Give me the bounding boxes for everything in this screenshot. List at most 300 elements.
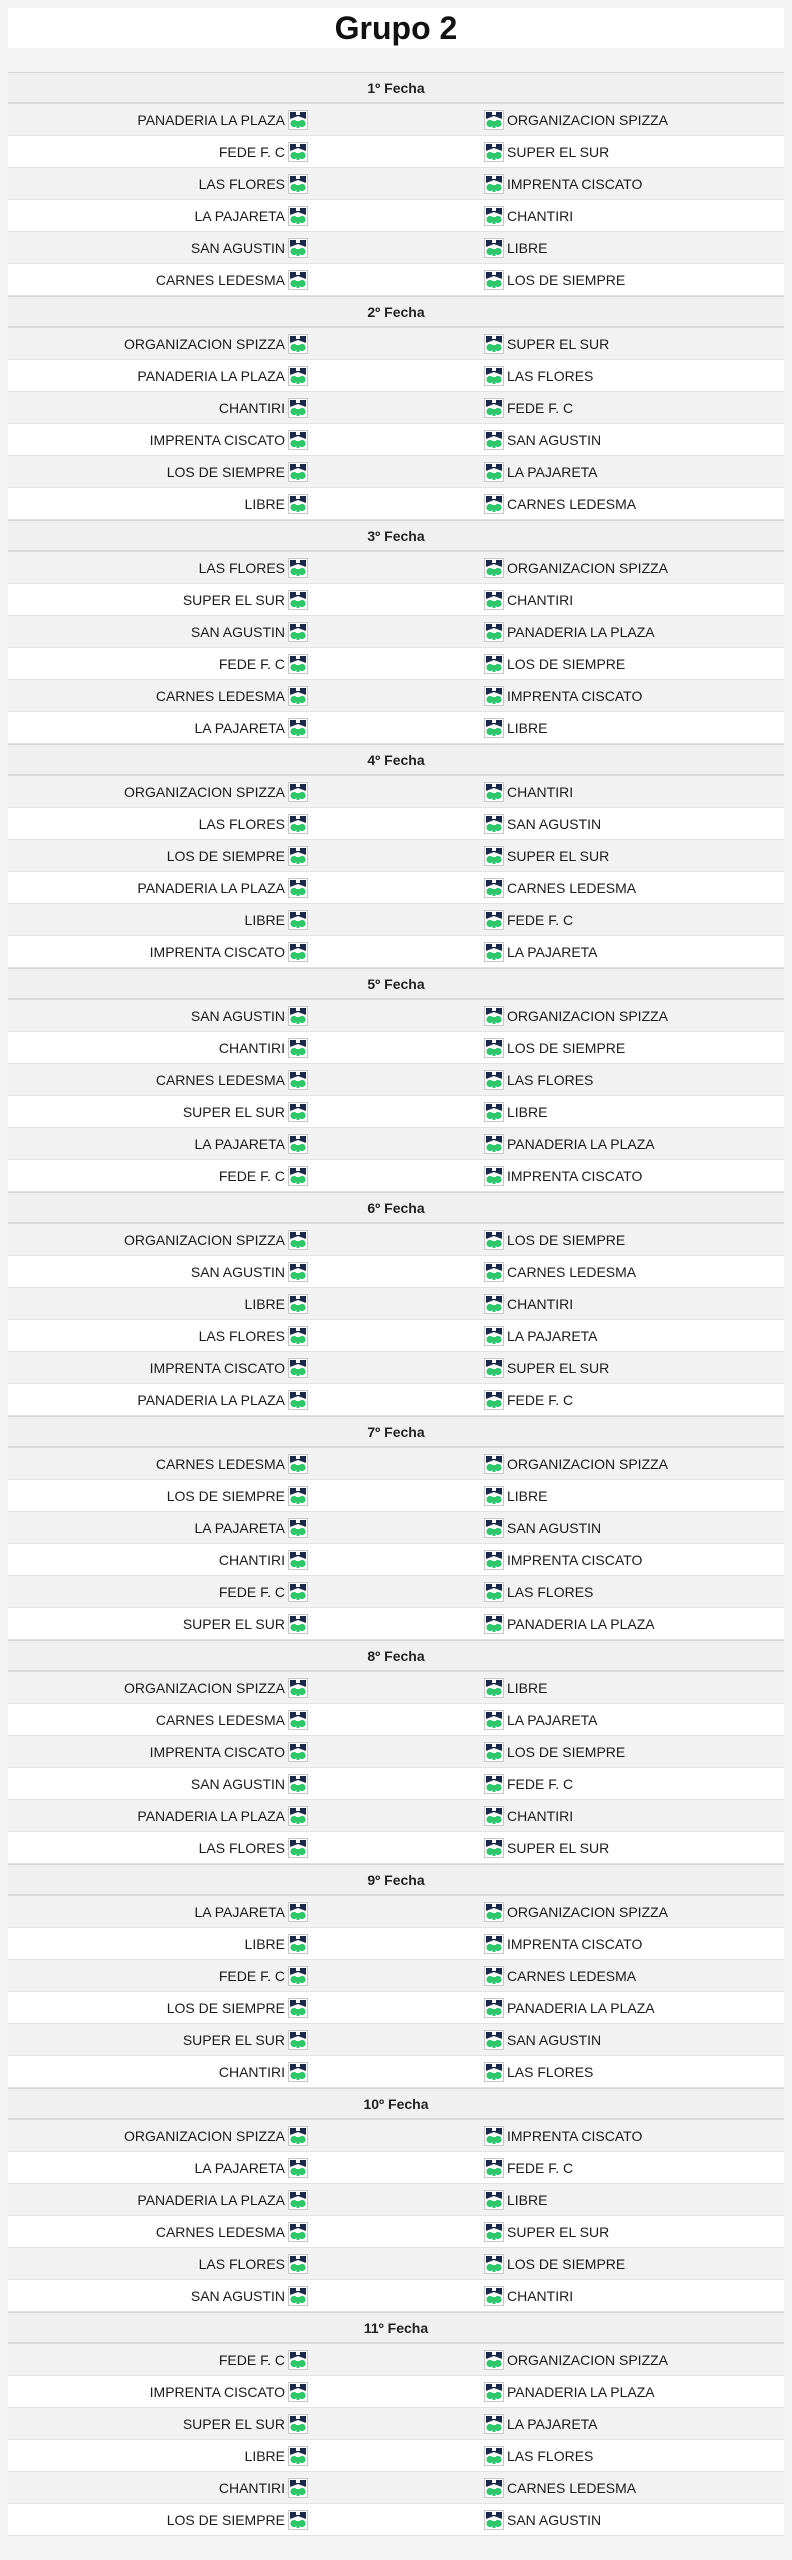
home-team-name: ORGANIZACION SPIZZA (123, 335, 285, 352)
fixture-list (8, 72, 784, 2536)
match-row (8, 808, 784, 840)
home-team-name: IMPRENTA CISCATO (149, 1359, 285, 1376)
team-crest-icon (288, 1038, 308, 1058)
match-row (8, 2440, 784, 2472)
match-row (8, 360, 784, 392)
home-team-name: CARNES LEDESMA (155, 271, 285, 288)
away-team (484, 430, 784, 450)
away-team (484, 1614, 784, 1634)
home-team (8, 1358, 308, 1378)
away-team-name: LAS FLORES (507, 2447, 594, 2464)
away-team (484, 2286, 784, 2306)
team-crest-icon (484, 2382, 504, 2402)
page-title: Grupo 2 (334, 9, 458, 46)
home-team-name: LOS DE SIEMPRE (166, 1999, 285, 2016)
away-team-name: SAN AGUSTIN (507, 1519, 602, 1536)
away-team-name: CHANTIRI (507, 2287, 574, 2304)
match-row (8, 2056, 784, 2088)
away-team-name: LOS DE SIEMPRE (507, 1231, 626, 1248)
away-team-name: CARNES LEDESMA (507, 495, 637, 512)
away-team (484, 270, 784, 290)
team-crest-icon (288, 2030, 308, 2050)
match-row (8, 2024, 784, 2056)
match-row (8, 1576, 784, 1608)
away-team-name: CARNES LEDESMA (507, 2479, 637, 2496)
team-crest-icon (288, 590, 308, 610)
away-team (484, 878, 784, 898)
match-row (8, 2472, 784, 2504)
team-crest-icon (288, 878, 308, 898)
team-crest-icon (484, 2350, 504, 2370)
away-team (484, 1070, 784, 1090)
match-row (8, 1512, 784, 1544)
home-team-name: PANADERIA LA PLAZA (137, 367, 285, 384)
away-team-name: CARNES LEDESMA (507, 1967, 637, 1984)
away-team-name: ORGANIZACION SPIZZA (507, 559, 669, 576)
match-row (8, 1704, 784, 1736)
match-row (8, 584, 784, 616)
team-crest-icon (288, 2254, 308, 2274)
home-team-name: CHANTIRI (218, 1039, 285, 1056)
away-team-name: LA PAJARETA (507, 943, 598, 960)
match-row (8, 2120, 784, 2152)
home-team (8, 206, 308, 226)
away-team-name: LIBRE (507, 1103, 548, 1120)
home-team-name: LAS FLORES (198, 2255, 285, 2272)
match-row (8, 1320, 784, 1352)
home-team-name: IMPRENTA CISCATO (149, 2383, 285, 2400)
home-team (8, 1326, 308, 1346)
away-team (484, 366, 784, 386)
home-team-name: FEDE F. C (218, 2351, 285, 2368)
match-row (8, 1832, 784, 1864)
away-team-name: IMPRENTA CISCATO (507, 687, 643, 704)
team-crest-icon (484, 1166, 504, 1186)
match-row (8, 136, 784, 168)
away-team-name: PANADERIA LA PLAZA (507, 623, 655, 640)
away-team (484, 2126, 784, 2146)
away-team (484, 686, 784, 706)
match-row (8, 2280, 784, 2312)
team-crest-icon (288, 1358, 308, 1378)
team-crest-icon (484, 878, 504, 898)
team-crest-icon (288, 1134, 308, 1154)
match-row (8, 2248, 784, 2280)
team-crest-icon (484, 1518, 504, 1538)
away-team (484, 2254, 784, 2274)
away-team (484, 1806, 784, 1826)
team-crest-icon (288, 1230, 308, 1250)
away-team-name: CHANTIRI (507, 1295, 574, 1312)
home-team (8, 1710, 308, 1730)
fecha-header: 8º Fecha (8, 1640, 784, 1672)
home-team-name: IMPRENTA CISCATO (149, 943, 285, 960)
team-crest-icon (288, 110, 308, 130)
team-crest-icon (288, 174, 308, 194)
home-team-name: CHANTIRI (218, 1551, 285, 1568)
away-team-name: LOS DE SIEMPRE (507, 1039, 626, 1056)
away-team (484, 1134, 784, 1154)
home-team (8, 1550, 308, 1570)
team-crest-icon (288, 1678, 308, 1698)
match-row (8, 616, 784, 648)
away-team (484, 1998, 784, 2018)
home-team (8, 270, 308, 290)
team-crest-icon (288, 654, 308, 674)
match-row (8, 2216, 784, 2248)
home-team-name: LAS FLORES (198, 175, 285, 192)
away-team (484, 590, 784, 610)
team-crest-icon (484, 1070, 504, 1090)
home-team-name: IMPRENTA CISCATO (149, 1743, 285, 1760)
away-team (484, 2414, 784, 2434)
away-team (484, 494, 784, 514)
team-crest-icon (288, 238, 308, 258)
home-team-name: LIBRE (244, 911, 285, 928)
home-team-name: IMPRENTA CISCATO (149, 431, 285, 448)
match-row (8, 1896, 784, 1928)
team-crest-icon (288, 1742, 308, 1762)
team-crest-icon (288, 622, 308, 642)
team-crest-icon (288, 1998, 308, 2018)
team-crest-icon (484, 1742, 504, 1762)
home-team-name: PANADERIA LA PLAZA (137, 1391, 285, 1408)
team-crest-icon (484, 142, 504, 162)
match-row (8, 488, 784, 520)
team-crest-icon (288, 1390, 308, 1410)
home-team (8, 1838, 308, 1858)
home-team (8, 654, 308, 674)
match-row (8, 1544, 784, 1576)
away-team (484, 2222, 784, 2242)
away-team-name: CHANTIRI (507, 591, 574, 608)
away-team-name: LIBRE (507, 1679, 548, 1696)
match-row (8, 1960, 784, 1992)
home-team-name: PANADERIA LA PLAZA (137, 1807, 285, 1824)
away-team-name: SUPER EL SUR (507, 1839, 610, 1856)
away-team-name: LIBRE (507, 1487, 548, 1504)
team-crest-icon (288, 1486, 308, 1506)
home-team-name: SAN AGUSTIN (190, 239, 285, 256)
home-team-name: ORGANIZACION SPIZZA (123, 2127, 285, 2144)
away-team (484, 2350, 784, 2370)
away-team-name: LIBRE (507, 239, 548, 256)
home-team-name: LA PAJARETA (194, 1903, 285, 1920)
home-team-name: ORGANIZACION SPIZZA (123, 1231, 285, 1248)
match-row (8, 1608, 784, 1640)
team-crest-icon (484, 1966, 504, 1986)
team-crest-icon (288, 1006, 308, 1026)
team-crest-icon (288, 1294, 308, 1314)
away-team (484, 1838, 784, 1858)
match-row (8, 648, 784, 680)
team-crest-icon (484, 270, 504, 290)
away-team-name: ORGANIZACION SPIZZA (507, 1455, 669, 1472)
home-team (8, 2190, 308, 2210)
team-crest-icon (288, 2222, 308, 2242)
away-team-name: SUPER EL SUR (507, 847, 610, 864)
away-team (484, 1006, 784, 1026)
home-team (8, 1486, 308, 1506)
team-crest-icon (484, 2062, 504, 2082)
home-team-name: LA PAJARETA (194, 207, 285, 224)
away-team (484, 2510, 784, 2530)
away-team (484, 1358, 784, 1378)
team-crest-icon (288, 846, 308, 866)
team-crest-icon (288, 206, 308, 226)
team-crest-icon (484, 398, 504, 418)
home-team-name: CHANTIRI (218, 399, 285, 416)
away-team-name: LAS FLORES (507, 367, 594, 384)
home-team (8, 1454, 308, 1474)
away-team (484, 1710, 784, 1730)
home-team (8, 558, 308, 578)
team-crest-icon (484, 558, 504, 578)
home-team (8, 878, 308, 898)
home-team-name: SAN AGUSTIN (190, 2287, 285, 2304)
team-crest-icon (288, 1262, 308, 1282)
home-team-name: LAS FLORES (198, 559, 285, 576)
home-team (8, 1070, 308, 1090)
team-crest-icon (484, 2446, 504, 2466)
home-team (8, 1966, 308, 1986)
match-row (8, 264, 784, 296)
away-team-name: FEDE F. C (507, 1391, 574, 1408)
team-crest-icon (288, 430, 308, 450)
away-team-name: LAS FLORES (507, 1071, 594, 1088)
home-team (8, 1230, 308, 1250)
team-crest-icon (484, 2286, 504, 2306)
home-team-name: LIBRE (244, 1935, 285, 1952)
team-crest-icon (288, 2126, 308, 2146)
match-row (8, 2152, 784, 2184)
team-crest-icon (288, 1774, 308, 1794)
home-team (8, 1038, 308, 1058)
team-crest-icon (484, 1678, 504, 1698)
away-team (484, 206, 784, 226)
away-team-name: LIBRE (507, 2191, 548, 2208)
home-team-name: CARNES LEDESMA (155, 1071, 285, 1088)
team-crest-icon (288, 462, 308, 482)
page-header (8, 8, 784, 48)
team-crest-icon (484, 782, 504, 802)
home-team-name: LAS FLORES (198, 815, 285, 832)
away-team-name: SAN AGUSTIN (507, 2031, 602, 2048)
home-team-name: LA PAJARETA (194, 1519, 285, 1536)
team-crest-icon (288, 2350, 308, 2370)
team-crest-icon (484, 1326, 504, 1346)
team-crest-icon (288, 2190, 308, 2210)
team-crest-icon (288, 1582, 308, 1602)
match-row (8, 2376, 784, 2408)
team-crest-icon (484, 2254, 504, 2274)
away-team-name: IMPRENTA CISCATO (507, 1551, 643, 1568)
fecha-header: 1º Fecha (8, 72, 784, 104)
match-row (8, 840, 784, 872)
home-team-name: LOS DE SIEMPRE (166, 847, 285, 864)
home-team (8, 1134, 308, 1154)
away-team-name: ORGANIZACION SPIZZA (507, 1903, 669, 1920)
home-team-name: SUPER EL SUR (182, 2031, 285, 2048)
fecha-header: 9º Fecha (8, 1864, 784, 1896)
home-team (8, 2286, 308, 2306)
away-team (484, 2190, 784, 2210)
team-crest-icon (484, 2510, 504, 2530)
home-team-name: SUPER EL SUR (182, 1615, 285, 1632)
home-team (8, 1742, 308, 1762)
team-crest-icon (484, 1550, 504, 1570)
home-team (8, 1262, 308, 1282)
home-team-name: FEDE F. C (218, 143, 285, 160)
home-team-name: LIBRE (244, 495, 285, 512)
match-row (8, 1224, 784, 1256)
away-team-name: LA PAJARETA (507, 1327, 598, 1344)
fecha-header: 2º Fecha (8, 296, 784, 328)
home-team (8, 462, 308, 482)
away-team (484, 1934, 784, 1954)
away-team (484, 654, 784, 674)
team-crest-icon (484, 2190, 504, 2210)
team-crest-icon (288, 2478, 308, 2498)
away-team (484, 1518, 784, 1538)
home-team-name: LOS DE SIEMPRE (166, 1487, 285, 1504)
away-team-name: SUPER EL SUR (507, 143, 610, 160)
team-crest-icon (288, 718, 308, 738)
home-team-name: SUPER EL SUR (182, 591, 285, 608)
home-team (8, 1774, 308, 1794)
match-row (8, 1256, 784, 1288)
team-crest-icon (484, 942, 504, 962)
home-team-name: SAN AGUSTIN (190, 1775, 285, 1792)
home-team (8, 1294, 308, 1314)
team-crest-icon (288, 1966, 308, 1986)
home-team (8, 2350, 308, 2370)
home-team-name: LAS FLORES (198, 1327, 285, 1344)
home-team (8, 910, 308, 930)
home-team-name: FEDE F. C (218, 1967, 285, 1984)
away-team (484, 2446, 784, 2466)
home-team-name: PANADERIA LA PLAZA (137, 111, 285, 128)
home-team (8, 942, 308, 962)
team-crest-icon (484, 1614, 504, 1634)
match-row (8, 1064, 784, 1096)
match-row (8, 1992, 784, 2024)
team-crest-icon (288, 270, 308, 290)
away-team (484, 942, 784, 962)
away-team (484, 2158, 784, 2178)
home-team-name: CHANTIRI (218, 2479, 285, 2496)
home-team (8, 2414, 308, 2434)
fecha-header: 5º Fecha (8, 968, 784, 1000)
match-row (8, 456, 784, 488)
away-team (484, 1486, 784, 1506)
team-crest-icon (288, 1614, 308, 1634)
team-crest-icon (484, 1006, 504, 1026)
match-row (8, 936, 784, 968)
away-team-name: ORGANIZACION SPIZZA (507, 1007, 669, 1024)
home-team (8, 142, 308, 162)
team-crest-icon (484, 1390, 504, 1410)
away-team (484, 1742, 784, 1762)
team-crest-icon (288, 1806, 308, 1826)
team-crest-icon (484, 1294, 504, 1314)
team-crest-icon (484, 1838, 504, 1858)
home-team-name: LIBRE (244, 2447, 285, 2464)
match-row (8, 552, 784, 584)
home-team-name: CARNES LEDESMA (155, 1455, 285, 1472)
away-team (484, 1166, 784, 1186)
away-team-name: LAS FLORES (507, 2063, 594, 2080)
match-row (8, 776, 784, 808)
home-team (8, 2062, 308, 2082)
away-team-name: CHANTIRI (507, 783, 574, 800)
away-team (484, 718, 784, 738)
team-crest-icon (288, 1934, 308, 1954)
home-team (8, 494, 308, 514)
home-team (8, 1614, 308, 1634)
home-team-name: SAN AGUSTIN (190, 1263, 285, 1280)
home-team (8, 334, 308, 354)
away-team-name: SAN AGUSTIN (507, 2511, 602, 2528)
home-team (8, 174, 308, 194)
home-team-name: PANADERIA LA PLAZA (137, 2191, 285, 2208)
match-row (8, 1672, 784, 1704)
team-crest-icon (484, 1582, 504, 1602)
home-team (8, 430, 308, 450)
home-team (8, 238, 308, 258)
fecha-header: 6º Fecha (8, 1192, 784, 1224)
away-team (484, 1102, 784, 1122)
team-crest-icon (484, 1710, 504, 1730)
home-team-name: SUPER EL SUR (182, 1103, 285, 1120)
team-crest-icon (484, 2030, 504, 2050)
away-team-name: LIBRE (507, 719, 548, 736)
match-row (8, 328, 784, 360)
match-row (8, 2408, 784, 2440)
team-crest-icon (288, 558, 308, 578)
home-team (8, 846, 308, 866)
match-row (8, 1352, 784, 1384)
fecha-header: 11º Fecha (8, 2312, 784, 2344)
home-team (8, 1582, 308, 1602)
away-team (484, 846, 784, 866)
home-team-name: CARNES LEDESMA (155, 1711, 285, 1728)
home-team-name: FEDE F. C (218, 655, 285, 672)
match-row (8, 1160, 784, 1192)
team-crest-icon (484, 462, 504, 482)
away-team-name: ORGANIZACION SPIZZA (507, 2351, 669, 2368)
match-row (8, 232, 784, 264)
home-team (8, 2254, 308, 2274)
match-row (8, 104, 784, 136)
match-row (8, 168, 784, 200)
away-team-name: FEDE F. C (507, 2159, 574, 2176)
match-row (8, 1800, 784, 1832)
team-crest-icon (288, 782, 308, 802)
team-crest-icon (484, 1038, 504, 1058)
home-team-name: LA PAJARETA (194, 2159, 285, 2176)
match-row (8, 2344, 784, 2376)
home-team (8, 1166, 308, 1186)
away-team (484, 558, 784, 578)
team-crest-icon (484, 1486, 504, 1506)
home-team (8, 622, 308, 642)
team-crest-icon (484, 110, 504, 130)
team-crest-icon (484, 2158, 504, 2178)
away-team (484, 238, 784, 258)
away-team (484, 782, 784, 802)
away-team (484, 1550, 784, 1570)
